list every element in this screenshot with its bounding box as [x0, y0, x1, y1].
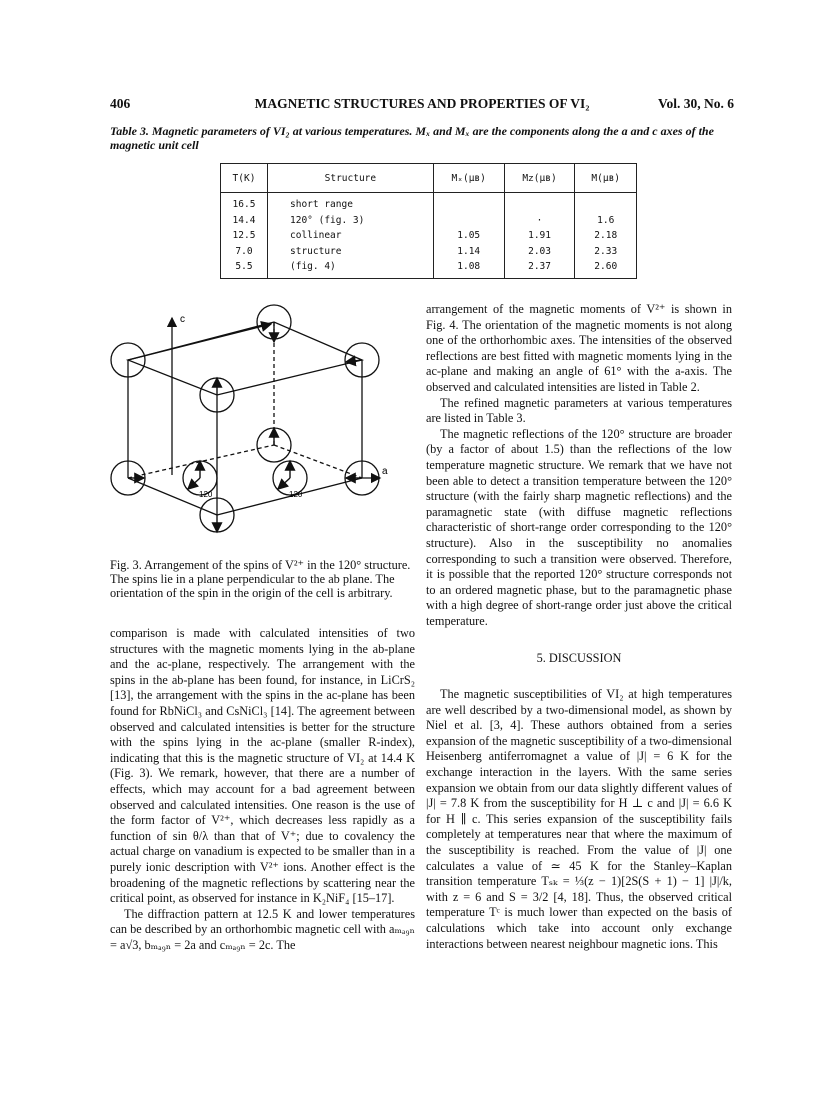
- figure3-caption: Fig. 3. Arrangement of the spins of V²⁺ in the 120° structure. The spins lie in a plane perpendicular to the ab plane. The orientation of the spin in the origin of the cell is arbitrary.: [110, 558, 411, 600]
- table-cell: 1.08: [433, 259, 504, 278]
- table-cell: 2.03: [504, 244, 575, 260]
- table-cell: ·: [504, 213, 575, 229]
- section-heading: 5. DISCUSSION: [536, 651, 622, 666]
- table-cell: 12.5: [221, 228, 268, 244]
- angle-label: 120: [199, 490, 213, 499]
- table-cell: 120° (fig. 3): [268, 213, 434, 229]
- spin-arrow: [346, 360, 362, 362]
- axis-a-label: a: [382, 466, 388, 477]
- volume-info: Vol. 30, No. 6: [657, 96, 734, 111]
- table-cell: 2.37: [504, 259, 575, 278]
- table-cell: 2.60: [575, 259, 637, 278]
- table-cell: 1.05: [433, 228, 504, 244]
- table-cell: (fig. 4): [268, 259, 434, 278]
- table3: [220, 163, 637, 279]
- paragraph: The magnetic susceptibilities of VI₂ at high temperatures are well described by a two-dimensional model, as shown by Niel et al. [3, 4]. These authors obtained from a series expansion of the magnetic susceptibility of a two-dimensional Heisenberg antiferromagnet a value of |J| = 6 K for the exchange interaction in the layers. With the same series expansion we obtain from our data slightly different values of |J| = 7.8 K from the susceptibility for H ⊥ c and |J| = 6.6 K for H ∥ c. This series expansion of the susceptibility fails completely at temperatures near that where the maximum of the susceptibility is reached. From the value of |J| one calculates a value of ≃ 45 K for the Stanley–Kaplan transition temperature Tₛₖ = ⅓(z − 1)[2S(S + 1) − 1] |J|/k, with z = 6 and S = 3/2 [4, 18]. Thus, the observed critical temperature Tᶜ is much lower than expected on the basis of calculations which take into account only exchange interactions between nearest neighbour magnetic ions. This: [426, 687, 732, 951]
- table-cell: [433, 193, 504, 213]
- table-row: [221, 213, 637, 229]
- column-header: M(μʙ): [575, 164, 637, 193]
- spin-arrow: [278, 478, 290, 489]
- table-row: [221, 228, 637, 244]
- paragraph: The magnetic reflections of the 120° structure are broader (by a factor of about 1.5) than the reflections of the low temperature magnetic structure. We remark that we have not been able to detect a transition temperature between the 120° structure (with the fairly sharp magnetic reflections) and the paramagnetic state (with diffuse magnetic reflections characteristic of short-range order corresponding to the 120° structure). Also in the susceptibility no anomalies corresponding to such a transition were observed. Therefore, it is possible that the reported 120° structure corresponds not to an ordered magnetic phase, but to the paramagnetic phase with a high degree of short-range order just above the critical temperature.: [426, 426, 732, 628]
- table-cell: 7.0: [221, 244, 268, 260]
- paragraph: arrangement of the magnetic moments of V²⁺ is shown in Fig. 4. The orientation of the magnetic moments is not along one of the orthorhombic axes. The intensities of the observed reflections are best fitted with magnetic moments lying in the ac-plane and making an angle of 61° with the a-axis. The observed and calculated intensities are listed in Table 2.: [426, 302, 732, 394]
- table-cell: 5.5: [221, 259, 268, 278]
- figure3: [100, 300, 410, 555]
- table-row: [221, 193, 637, 213]
- column-header: Mₓ(μʙ): [433, 164, 504, 193]
- table-cell: 1.14: [433, 244, 504, 260]
- angle-label: 120: [289, 490, 303, 499]
- table-cell: structure: [268, 244, 434, 260]
- spin-structure-diagram: [100, 300, 410, 555]
- table-cell: short range: [268, 193, 434, 213]
- table3-caption: Table 3. Magnetic parameters of VI₂ at various temperatures. Mₓ and Mₓ are the components along the a and c axes of the magnetic unit cell: [110, 124, 714, 152]
- table-cell: 2.18: [575, 228, 637, 244]
- table-cell: [504, 193, 575, 213]
- table-row: [221, 259, 637, 278]
- running-title: MAGNETIC STRUCTURES AND PROPERTIES OF VI₂: [254, 96, 590, 111]
- table-header-row: [221, 164, 637, 193]
- column-header: T(K): [221, 164, 268, 193]
- table-cell: 1.91: [504, 228, 575, 244]
- top-face: [128, 322, 362, 395]
- spin-arrow: [188, 478, 200, 489]
- column-header: Mᴢ(μʙ): [504, 164, 575, 193]
- table-cell: 1.6: [575, 213, 637, 229]
- table-cell: [575, 193, 637, 213]
- running-header: [110, 96, 734, 114]
- table-cell: 14.4: [221, 213, 268, 229]
- spin-arrow: [128, 324, 271, 360]
- table-cell: collinear: [268, 228, 434, 244]
- paragraph: comparison is made with calculated intensities of two structures with the magnetic moments lying in the ab-plane and the ac-plane, respectively. The arrangement with the spins in the ab-plane has been found, for instance, in LiCrS₂ [13], the arrangement with the spins in the ac-plane has been found for RbNiCl₃ and CsNiCl₃ [14]. The agreement between observed and calculated intensities is better for the structure with the spins lying in the ac-plane (smaller R-index), indicating that this is the magnetic structure of VI₂ at 14.4 K (Fig. 3). We remark, however, that there are a number of effects, which may account for a bad agreement between observed and calculated intensities. One reason is the use of the form factor of V²⁺, which decreases less rapidly as a function of sin θ/λ than that of V⁺; due to covalency the actual charge on vanadium is expected to be smaller than in a purely ionic description with V²⁺ ions. Another effect is the broadening of the magnetic reflections by scattering near the critical point, as observed for instance in K₂NiF₄ [15–17].: [110, 626, 415, 906]
- axis-c-label: c: [180, 314, 185, 325]
- table-cell: 2.33: [575, 244, 637, 260]
- table-cell: [433, 213, 504, 229]
- table-cell: 16.5: [221, 193, 268, 213]
- right-column: [426, 302, 732, 952]
- left-column: [110, 626, 415, 953]
- column-header: Structure: [268, 164, 434, 193]
- table-row: [221, 244, 637, 260]
- paragraph: The refined magnetic parameters at various temperatures are listed in Table 3.: [426, 395, 732, 426]
- paragraph: The diffraction pattern at 12.5 K and lower temperatures can be described by an orthorhombic magnetic cell with aₘₐ₉ₙ = a√3, bₘₐ₉ₙ = 2a and cₘₐ₉ₙ = 2c. The: [110, 906, 415, 952]
- page-number: 406: [110, 96, 131, 111]
